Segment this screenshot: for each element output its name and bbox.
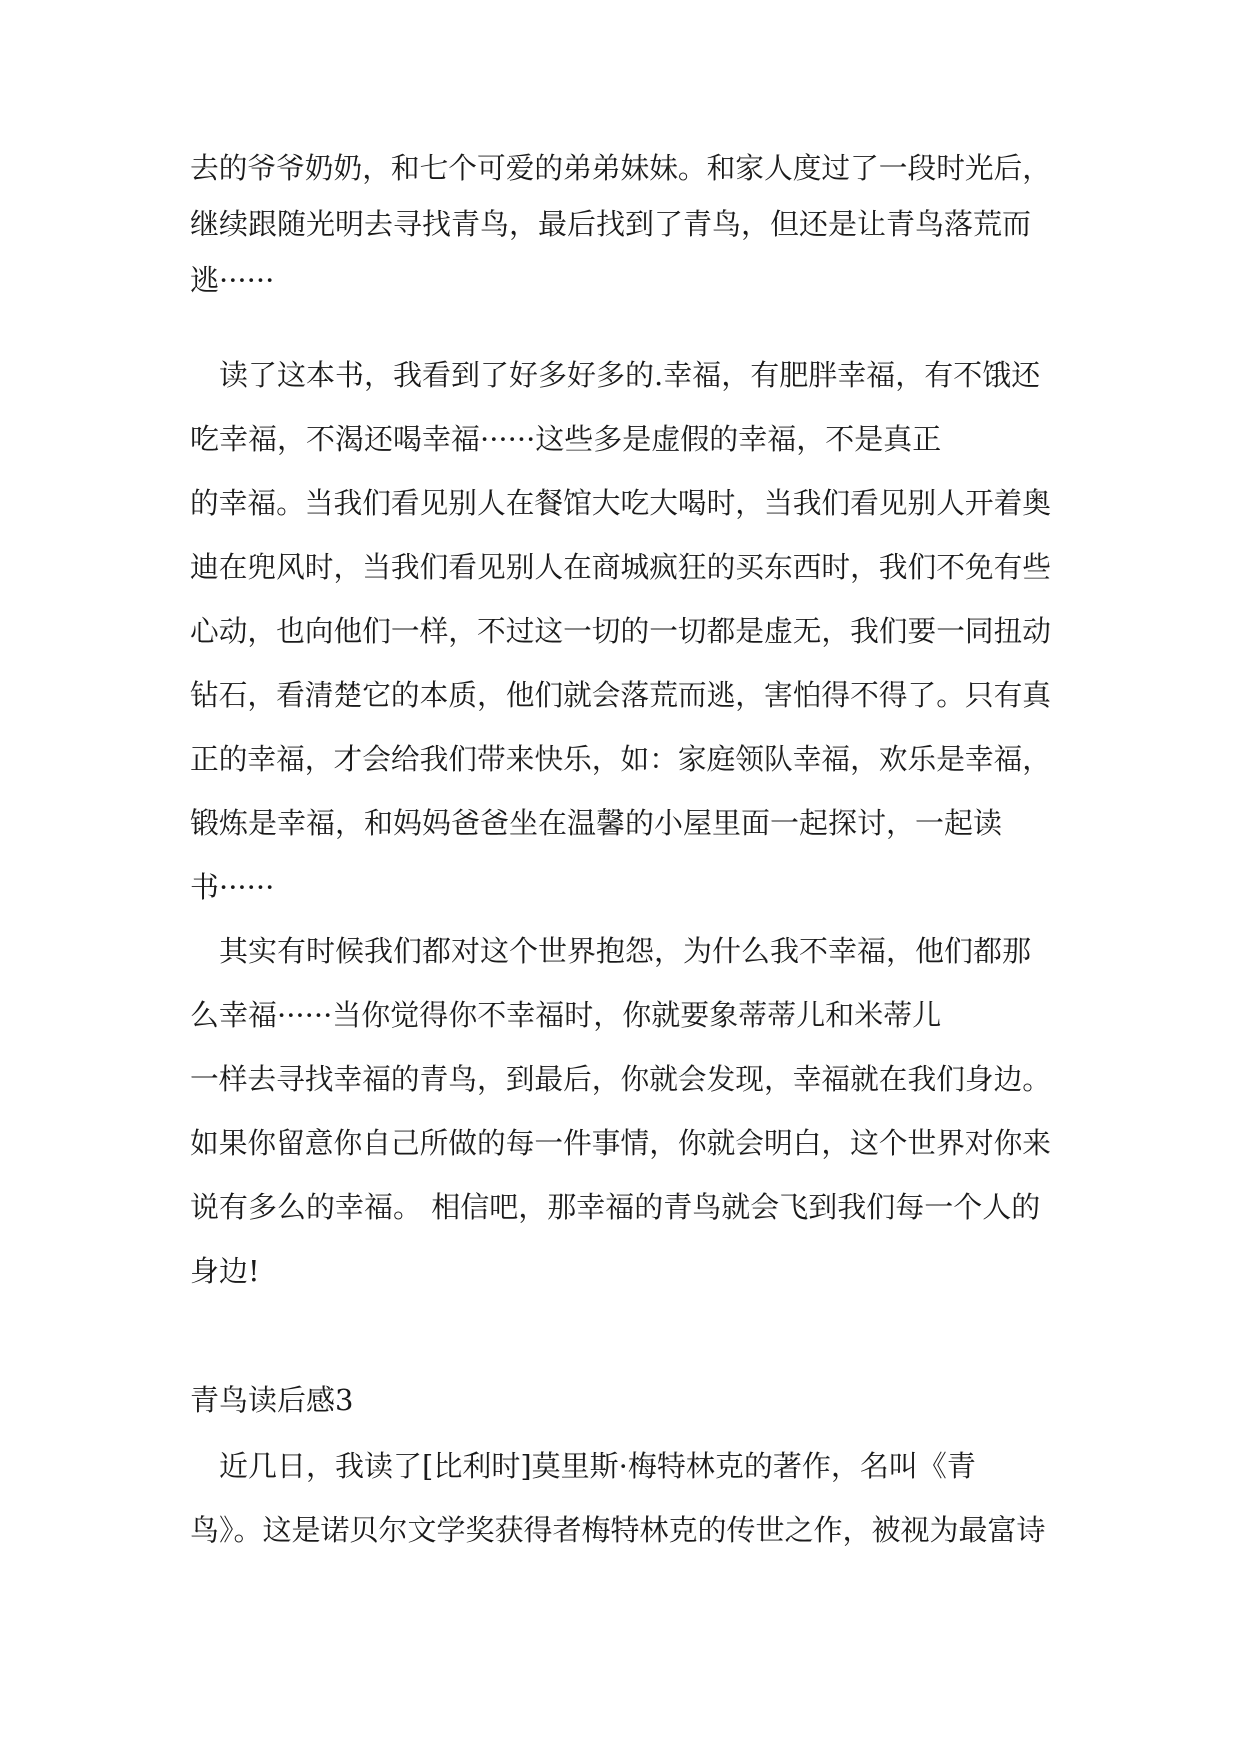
text-line: 正的幸福，才会给我们带来快乐，如：家庭领队幸福，欢乐是幸福， [190, 742, 1052, 776]
text-line: 锻炼是幸福，和妈妈爸爸坐在温馨的小屋里面一起探讨，一起读 [190, 806, 1003, 840]
text-line: 如果你留意你自己所做的每一件事情，你就会明白，这个世界对你来 [190, 1126, 1052, 1160]
text-line: 迪在兜风时，当我们看见别人在商城疯狂的买东西时，我们不免有些 [190, 550, 1052, 584]
text-line: 书······ [190, 870, 275, 904]
text-line: 继续跟随光明去寻找青鸟，最后找到了青鸟，但还是让青鸟落荒而 [190, 207, 1032, 241]
text-line: 身边! [190, 1254, 260, 1288]
text-line: 一样去寻找幸福的青鸟，到最后，你就会发现，幸福就在我们身边。 [190, 1062, 1052, 1096]
text-line: 读了这本书，我看到了好多好多的.幸福，有肥胖幸福，有不饿还 [190, 358, 1041, 392]
text-line: 近几日，我读了[比利时]莫里斯·梅特林克的著作，名叫《青 [190, 1449, 976, 1483]
text-line: 说有多么的幸福。 相信吧，那幸福的青鸟就会飞到我们每一个人的 [190, 1190, 1041, 1224]
text-line: 去的爷爷奶奶，和七个可爱的弟弟妹妹。和家人度过了一段时光后， [190, 151, 1052, 185]
text-line: 鸟》。这是诺贝尔文学奖获得者梅特林克的传世之作，被视为最富诗 [190, 1513, 1046, 1547]
text-line: 逃······ [190, 263, 275, 297]
text-line: 钻石，看清楚它的本质，他们就会落荒而逃，害怕得不得了。只有真 [190, 678, 1052, 712]
section-heading: 青鸟读后感3 [190, 1383, 354, 1417]
text-line: 其实有时候我们都对这个世界抱怨，为什么我不幸福，他们都那 [190, 934, 1032, 968]
text-line: 么幸福······当你觉得你不幸福时，你就要象蒂蒂儿和米蒂儿 [190, 998, 942, 1032]
text-line: 的幸福。当我们看见别人在餐馆大吃大喝时，当我们看见别人开着奥 [190, 486, 1052, 520]
text-line: 心动，也向他们一样，不过这一切的一切都是虚无，我们要一同扭动 [190, 614, 1052, 648]
text-line: 吃幸福，不渴还喝幸福······这些多是虚假的幸福，不是真正 [190, 422, 942, 456]
